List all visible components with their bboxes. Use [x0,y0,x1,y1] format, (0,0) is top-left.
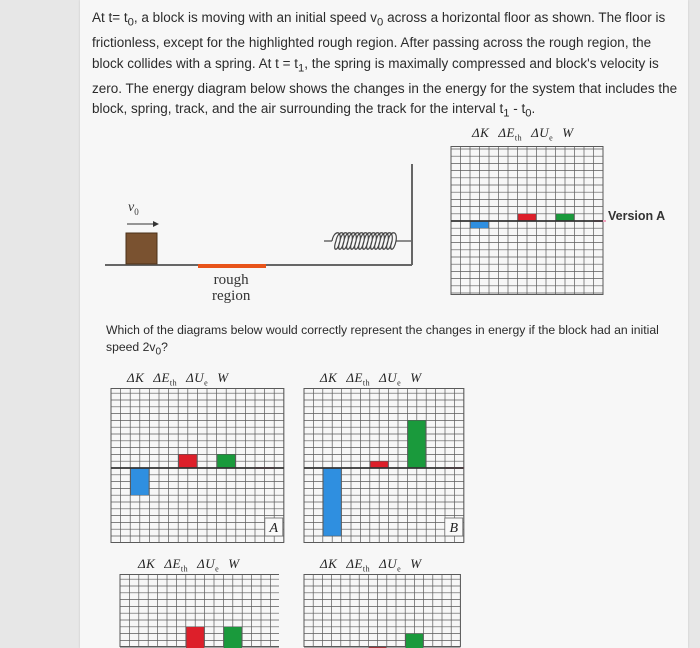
bar-deth [179,454,197,468]
grid-lines [304,574,460,648]
problem-text: At $t= t_0$, a block is moving with an initial speed $v_0$ across a horizontal floor as shown. The floor is frictionless, except for the highlighted rough region. After passing across the rough region, the block collides with a spring. At $t = t_1$, the spring is maximally compressed and block's velocity is zero. The energy diagram below shows the changes in the energy for the system that includes the block, spring, track, and the air surrounding the track for the interval $t_1 - t_0$. [92,10,678,121]
setup-diagram [80,150,430,310]
bar-deth [186,627,204,648]
energy-headers-a [127,370,238,388]
header-w: W [410,370,422,385]
bar-dk [131,468,149,495]
header-de-th: $\Delta E_{th}$ [346,370,371,388]
version-label: Version A [608,209,666,223]
header-du-e: $\Delta U_e$ [197,556,220,574]
bar-dk [471,221,489,228]
energy-chart-option-a[interactable] [110,388,285,544]
energy-headers-d [320,556,431,574]
header-dk: ΔK [320,370,338,385]
header-de-th: $\Delta E_{th}$ [346,556,371,574]
grid-border [304,575,460,647]
header-w: W [228,556,240,571]
bar-deth [370,461,388,468]
bar-deth [518,214,536,221]
bar-dk [323,468,341,536]
grid-lines [111,388,284,542]
bar-due [408,420,426,468]
option-label: A [269,521,279,536]
option-label: B [449,521,459,536]
header-w: W [217,370,229,385]
header-du-e: $\Delta U_e$ [379,370,402,388]
bar-due [217,454,235,468]
header-w: W [410,556,422,571]
header-du-e: $\Delta U_e$ [186,370,209,388]
block [126,233,157,264]
header-du-e: $\Delta U_e$ [379,556,402,574]
rough-region-label: rough region [212,272,251,304]
header-de-th: $\Delta E_{th}$ [164,556,189,574]
question-text: Which of the diagrams below would correctly represent the changes in energy if the block had an initial speed $2v_0$? [106,323,659,358]
energy-chart-option-c[interactable] [119,574,279,648]
spring [324,233,411,250]
energy-headers-c [138,556,249,574]
header-de-th: $\Delta E_{th}$ [153,370,178,388]
energy-chart-option-b[interactable] [303,388,470,544]
bar-due [556,214,574,221]
bar-due [406,634,423,648]
velocity-arrowhead [153,221,159,227]
energy-chart-reference [450,146,606,296]
header-dk: ΔK [138,556,156,571]
header-dk: ΔK [127,370,145,385]
energy-chart-option-d[interactable] [303,574,461,648]
velocity-label: $v_0$ [128,200,139,217]
problem-card [80,0,688,648]
header-dk: ΔK [472,125,490,140]
header-du-e: $\Delta U_e$ [531,125,554,143]
energy-headers-b [320,370,431,388]
header-dk: ΔK [320,556,338,571]
header-w: W [562,125,574,140]
header-de-th: $\Delta E_{th}$ [498,125,523,143]
energy-headers-reference [472,125,583,143]
bar-due [224,627,242,648]
